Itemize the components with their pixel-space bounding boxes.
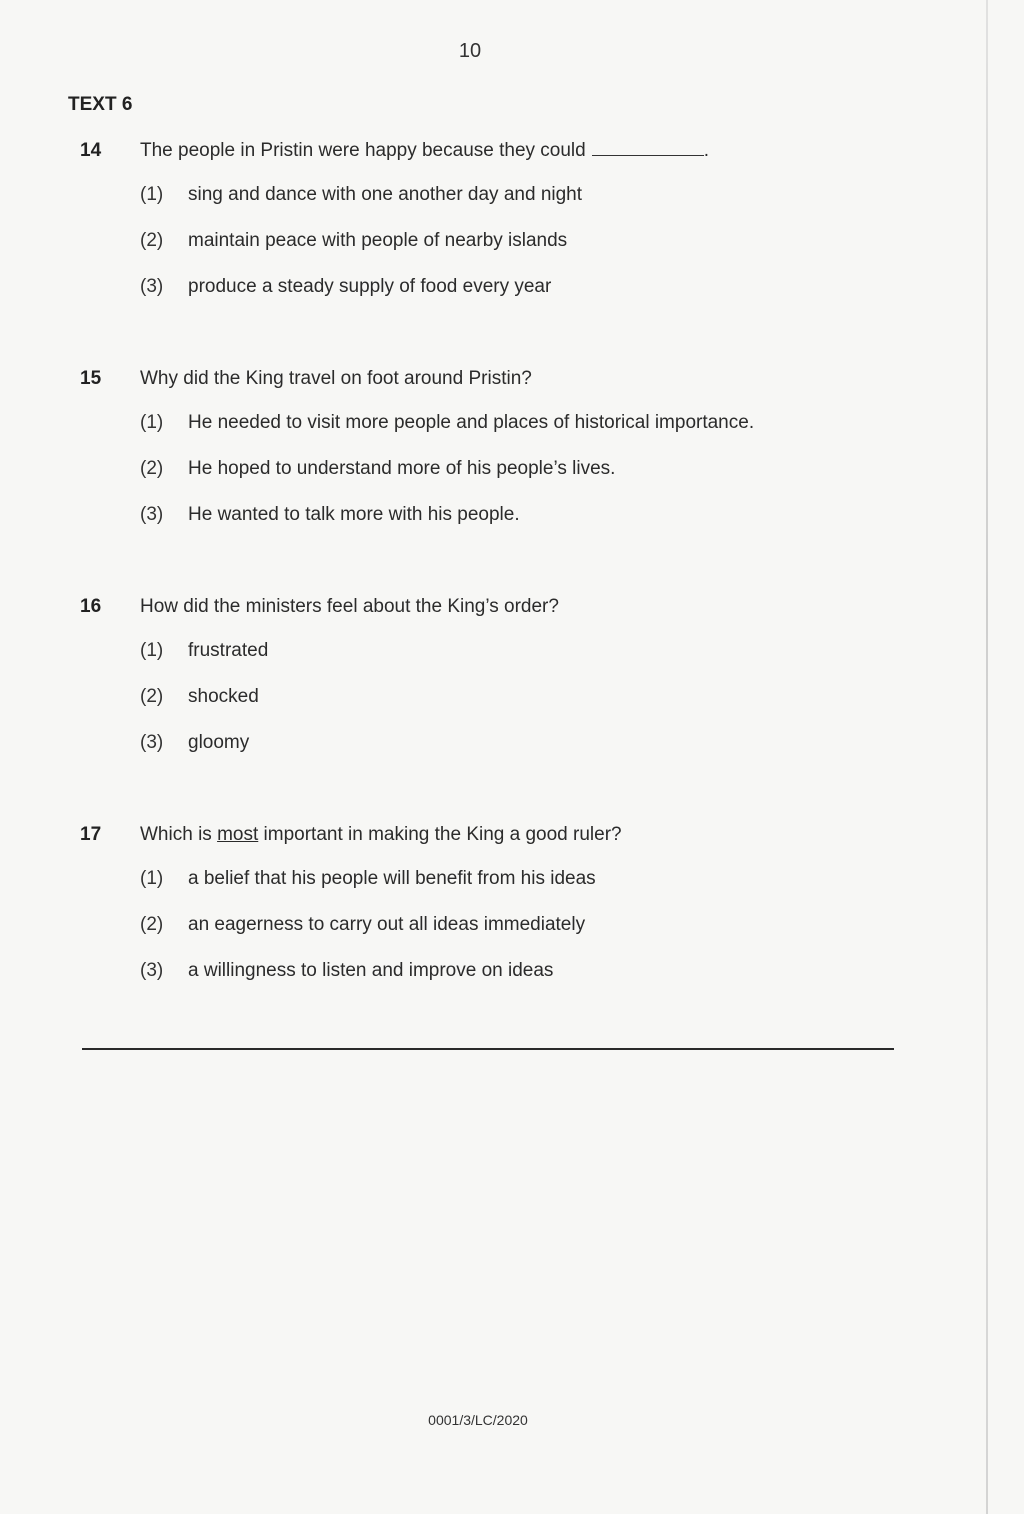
question-number: 15 <box>80 368 102 389</box>
option-number: (3) <box>140 504 164 525</box>
section-title: TEXT 6 <box>68 94 133 115</box>
option-2 <box>140 230 920 276</box>
option-number: (2) <box>140 458 164 479</box>
option-text: a willingness to listen and improve on ideas <box>188 960 554 981</box>
option-3 <box>140 732 920 778</box>
option-1 <box>140 640 920 686</box>
option-text: shocked <box>188 686 259 707</box>
footer-code: 0001/3/LC/2020 <box>428 1412 528 1428</box>
question-text: Why did the King travel on foot around Pristin? <box>140 368 532 389</box>
option-3 <box>140 276 920 322</box>
answer-blank <box>592 141 704 156</box>
options-list <box>140 412 920 550</box>
option-text: He hoped to understand more of his people’s lives. <box>188 458 616 479</box>
option-2 <box>140 914 920 960</box>
question-15 <box>80 368 920 550</box>
option-number: (1) <box>140 640 164 661</box>
option-text: a belief that his people will benefit from his ideas <box>188 868 596 889</box>
option-text: sing and dance with one another day and night <box>188 184 583 205</box>
question-14 <box>80 140 920 322</box>
option-2 <box>140 686 920 732</box>
options-list <box>140 868 920 1006</box>
page-number: 10 <box>458 40 482 62</box>
option-3 <box>140 504 920 550</box>
option-number: (2) <box>140 686 164 707</box>
option-text: He needed to visit more people and places of historical importance. <box>188 412 755 433</box>
option-text: He wanted to talk more with his people. <box>188 504 520 525</box>
option-number: (3) <box>140 960 164 981</box>
question-text: Which is most important in making the King a good ruler? <box>140 824 622 845</box>
option-1 <box>140 412 920 458</box>
option-text: frustrated <box>188 640 269 661</box>
question-text: The people in Pristin were happy because they could . <box>140 140 710 161</box>
section-end-rule <box>82 1048 894 1050</box>
option-text: an eagerness to carry out all ideas immediately <box>188 914 586 935</box>
options-list <box>140 184 920 322</box>
question-text: How did the ministers feel about the King’s order? <box>140 596 559 617</box>
option-text: gloomy <box>188 732 250 753</box>
option-2 <box>140 458 920 504</box>
option-number: (3) <box>140 276 164 297</box>
question-number: 17 <box>80 824 102 845</box>
option-3 <box>140 960 920 1006</box>
option-number: (2) <box>140 230 164 251</box>
option-1 <box>140 868 920 914</box>
question-17 <box>80 824 920 1006</box>
question-16 <box>80 596 920 778</box>
option-number: (1) <box>140 184 164 205</box>
page-edge <box>986 0 988 1514</box>
option-number: (3) <box>140 732 164 753</box>
question-number: 16 <box>80 596 102 617</box>
option-text: maintain peace with people of nearby islands <box>188 230 568 251</box>
option-1 <box>140 184 920 230</box>
option-number: (2) <box>140 914 164 935</box>
option-text: produce a steady supply of food every year <box>188 276 552 297</box>
emphasis-underline: most <box>217 824 259 845</box>
option-number: (1) <box>140 868 164 889</box>
option-number: (1) <box>140 412 164 433</box>
question-number: 14 <box>80 140 102 161</box>
options-list <box>140 640 920 778</box>
